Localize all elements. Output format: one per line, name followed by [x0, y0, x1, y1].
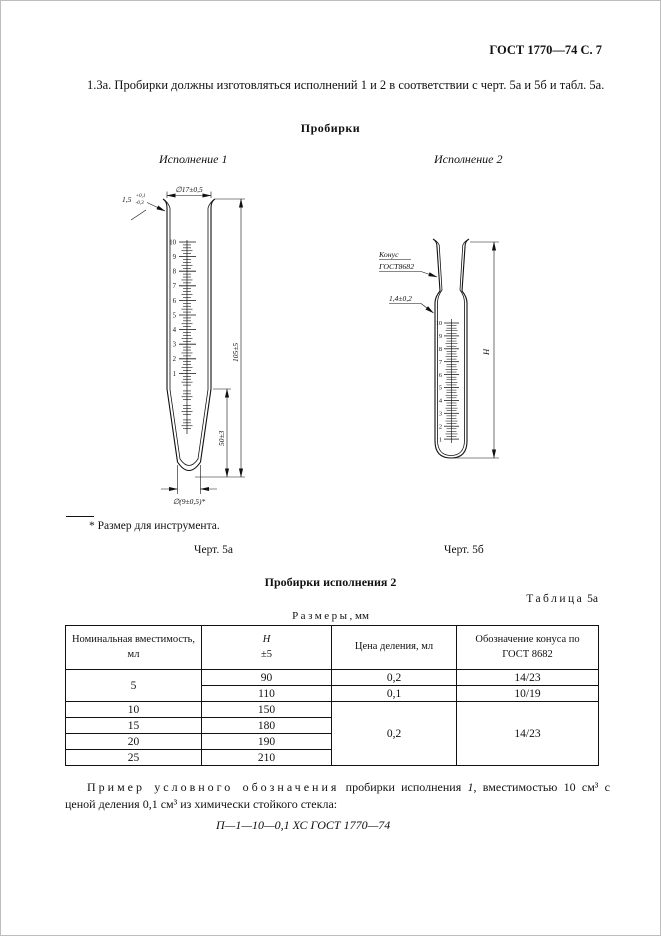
- dimension-lines: [131, 192, 245, 495]
- cell-division: 0,2: [332, 702, 457, 766]
- dimensions-table: [65, 625, 599, 766]
- scale-number: 8: [438, 346, 442, 353]
- cone-label-line1: Конус: [379, 250, 399, 259]
- scale-number: 5: [172, 312, 176, 320]
- table-label: [526, 593, 598, 605]
- scale-number: 6: [438, 371, 442, 379]
- dimensions-table-wrap: [65, 625, 599, 766]
- sizes-unit: , мм: [349, 610, 369, 622]
- scale-number: 9: [172, 254, 176, 261]
- intro-paragraph: 1.3а. Пробирки должны изготовляться исполнений 1 и 2 в соответствии с черт. 5а и 5б и табл. 5а.: [87, 78, 605, 92]
- table-label-word: Таблица: [526, 593, 585, 605]
- table-row: [66, 702, 599, 718]
- scale-number: 3: [438, 410, 442, 418]
- scale-number: 5: [438, 384, 442, 392]
- col-capacity-line1: Номинальная вместимость,: [71, 634, 196, 646]
- cell-capacity: 15: [66, 718, 202, 734]
- cell-cone: 14/23: [457, 702, 599, 766]
- cell-division: 0,1: [332, 686, 457, 702]
- col-h-symbol: Н: [262, 634, 271, 646]
- footnote-text: * Размер для инструмента.: [89, 520, 220, 532]
- scale-number: 10: [169, 239, 176, 247]
- figure-caption-5b: Черт. 5б: [444, 544, 484, 556]
- dim-wall-tol-minus: -0,3: [135, 200, 144, 206]
- cell-cone: 10/19: [457, 686, 599, 702]
- cell-capacity: 10: [66, 702, 202, 718]
- graduation-ticks: [179, 240, 196, 434]
- table-section-title: Пробирки исполнения 2: [264, 575, 397, 589]
- cell-h: 180: [202, 718, 332, 734]
- doc-reference: ГОСТ 1770—74 С. 7: [489, 43, 602, 57]
- example-tail: , вместимостью 10 см³ с ценой деления 0,1 см³ из химически стойкого стекла:: [65, 780, 610, 812]
- scale-number: 2: [172, 356, 176, 364]
- scale-number: 7: [172, 283, 176, 291]
- cell-h: 190: [202, 734, 332, 750]
- dim-taper-height: 50±3: [217, 430, 226, 446]
- figures-title: Пробирки: [300, 121, 361, 135]
- col-division-label: Цена деления, мл: [354, 641, 434, 653]
- cell-h: 210: [202, 750, 332, 766]
- table-header-row: [66, 626, 599, 670]
- scale-number: 9: [438, 333, 442, 341]
- col-cone-line1: Обозначение конуса по: [475, 634, 580, 646]
- table-row: [66, 670, 599, 686]
- variant-label-1: Исполнение 1: [159, 152, 228, 166]
- dim-height-h: Н: [481, 348, 491, 355]
- cell-cone: 14/23: [457, 670, 599, 686]
- sizes-label: [1, 610, 660, 622]
- col-h-tolerance: ±5: [260, 648, 272, 660]
- col-cone-line2: ГОСТ 8682: [502, 648, 553, 660]
- table-label-number: 5а: [587, 593, 598, 605]
- cell-h: 90: [202, 670, 332, 686]
- col-header-cone: [457, 626, 599, 670]
- cone-label-line2: ГОСТ8682: [379, 262, 415, 271]
- sizes-word: Размеры: [292, 610, 350, 622]
- dim-wall-tol-plus: +0,1: [135, 193, 146, 199]
- dim-bottom-diameter: ∅(9±0,5)*: [172, 497, 206, 506]
- scale-number: 3: [172, 341, 176, 349]
- dim-wall-base: 1,5: [122, 195, 132, 204]
- col-header-capacity: [66, 626, 202, 670]
- scale-number: 1: [438, 436, 442, 444]
- scale-number: 4: [438, 397, 442, 405]
- example-paragraph: [65, 779, 610, 814]
- dim-wall: 1,4±0,2: [389, 294, 412, 303]
- cell-h: 150: [202, 702, 332, 718]
- cell-division: 0,2: [332, 670, 457, 686]
- example-mid: пробирки исполнения: [339, 780, 468, 794]
- scale-number: 6: [172, 297, 176, 305]
- cell-capacity: 5: [66, 670, 202, 702]
- scale-number: 7: [438, 358, 442, 366]
- dim-top-diameter: ∅17±0,5: [175, 185, 203, 194]
- col-capacity-line2: мл: [127, 648, 140, 660]
- scale-number: 1: [172, 370, 176, 378]
- graduation-numbers: [436, 320, 443, 443]
- col-header-division: [332, 626, 457, 670]
- example-designation: П—1—10—0,1 ХС ГОСТ 1770—74: [216, 818, 391, 832]
- cell-capacity: 25: [66, 750, 202, 766]
- cell-capacity: 20: [66, 734, 202, 750]
- figure-caption-5a: Черт. 5а: [194, 544, 233, 556]
- variant-label-2: Исполнение 2: [434, 152, 503, 166]
- col-header-h: [202, 626, 332, 670]
- scale-number: 8: [172, 268, 176, 276]
- example-execution-number: 1: [467, 780, 474, 794]
- scale-number: 10: [435, 320, 442, 328]
- graduation-ticks: [444, 319, 459, 443]
- scale-number: 4: [172, 327, 176, 334]
- figure-execution-1-drawing: [117, 184, 267, 516]
- example-lead: Пример условного обозначения: [87, 780, 340, 794]
- cell-h: 110: [202, 686, 332, 702]
- dim-total-height: 105±5: [231, 342, 240, 362]
- footnote-separator: [66, 516, 94, 517]
- figure-execution-2-drawing: [373, 229, 513, 491]
- scale-number: 2: [438, 423, 442, 431]
